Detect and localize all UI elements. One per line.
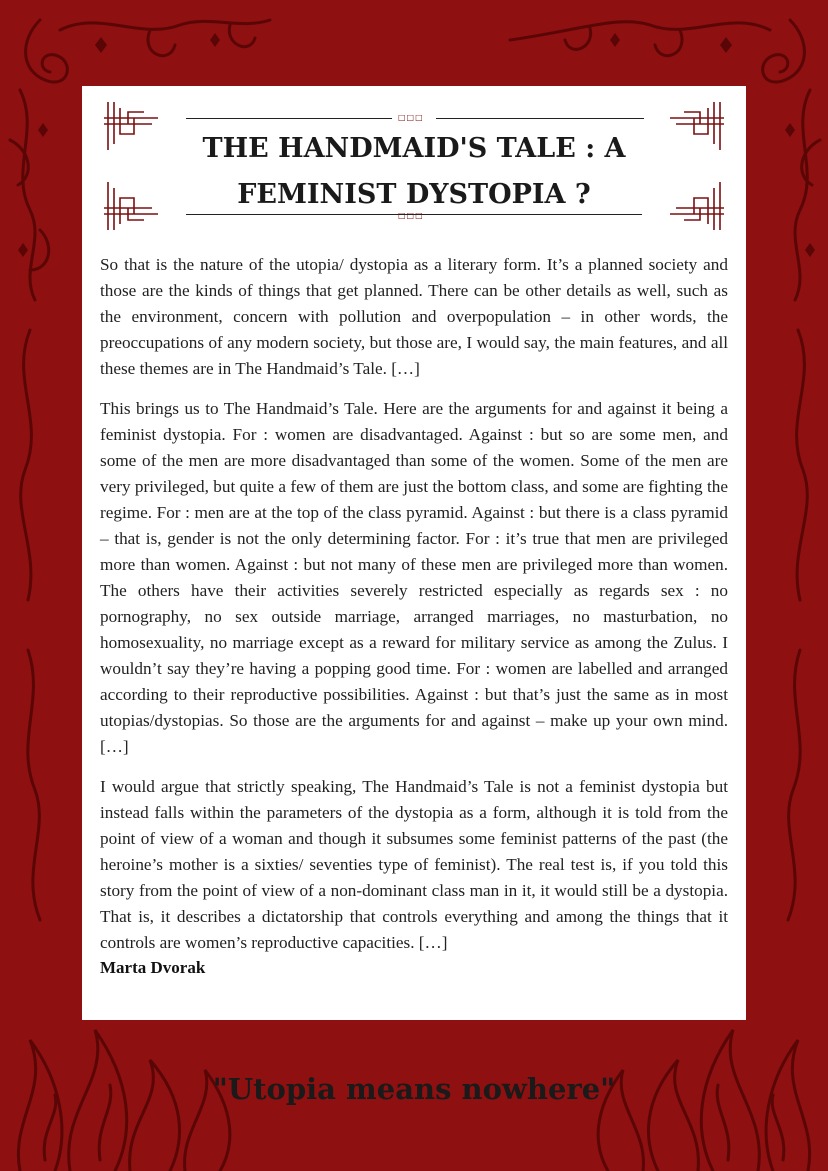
title-ornament-top: □□□ <box>398 113 424 122</box>
corner-ornament-icon <box>668 174 728 234</box>
article-body <box>100 252 728 980</box>
title-rule-top-right <box>436 118 644 119</box>
author-name: Marta Dvorak <box>100 958 206 977</box>
corner-ornament-icon <box>100 98 160 158</box>
paragraph-3: I would argue that strictly speaking, The Handmaid’s Tale is not a feminist dystopia but instead falls within the parameters of the dystopia as a form, although it is told from the point of view of a woman and though it subsumes some feminist patterns of the past (the heroine’s mother is a sixties/ seventies type of feminist). The real test is, if you told this story from the point of view of a non-dominant class man in it, it would still be a dystopia. That is, it describes a dictatorship that controls everything and among the things that it controls are women’s reproductive capacities. […] <box>100 777 728 952</box>
corner-ornament-icon <box>668 98 728 158</box>
title-line-2: FEMINIST DYSTOPIA ? <box>237 179 591 210</box>
page-title <box>182 126 646 218</box>
corner-ornament-icon <box>100 174 160 234</box>
title-block <box>82 86 746 226</box>
paragraph-1: So that is the nature of the utopia/ dystopia as a literary form. It’s a planned society and those are the kinds of things that get planned. There can be other details as well, such as the environment, concern with pollution and overpopulation – in other words, the preoccupations of any modern society, but those are, I would say, the main features, and all these themes are in The Handmaid’s Tale. […] <box>100 255 728 378</box>
title-line-1: THE HANDMAID'S TALE : A <box>202 133 626 164</box>
title-ornament-bottom: □□□ <box>398 211 424 220</box>
title-rule-top-left <box>186 118 392 119</box>
footer-quote: "Utopia means nowhere" <box>212 1072 616 1106</box>
paragraph-2: This brings us to The Handmaid’s Tale. Here are the arguments for and against it being a feminist dystopia. For : women are disadvantaged. Against : but so are some men, and some of the men are more disadvantaged than some of the women. Some of the men are very privileged, but quite a few of them are just the bottom class, and some are fighting the regime. For : men are at the top of the class pyramid. Against : but there is a class pyramid – that is, gender is not the only determining factor. For : it’s true that men are privileged more than women. Against : but not many of these men are privileged more than women. The others have their activities severely restricted especially as regards sex : no pornography, no sex outside marriage, arranged marriages, no masturbation, no homosexuality, no marriage except as a reward for military service as among the Zulus. I wouldn’t say they’re having a popping good time. For : women are labelled and arranged according to their reproductive possibilities. Against : but that’s just the same as in most utopias/dystopias. So those are the arguments for and against – make up your own mind. […] <box>100 399 728 756</box>
article-card <box>82 86 746 1020</box>
